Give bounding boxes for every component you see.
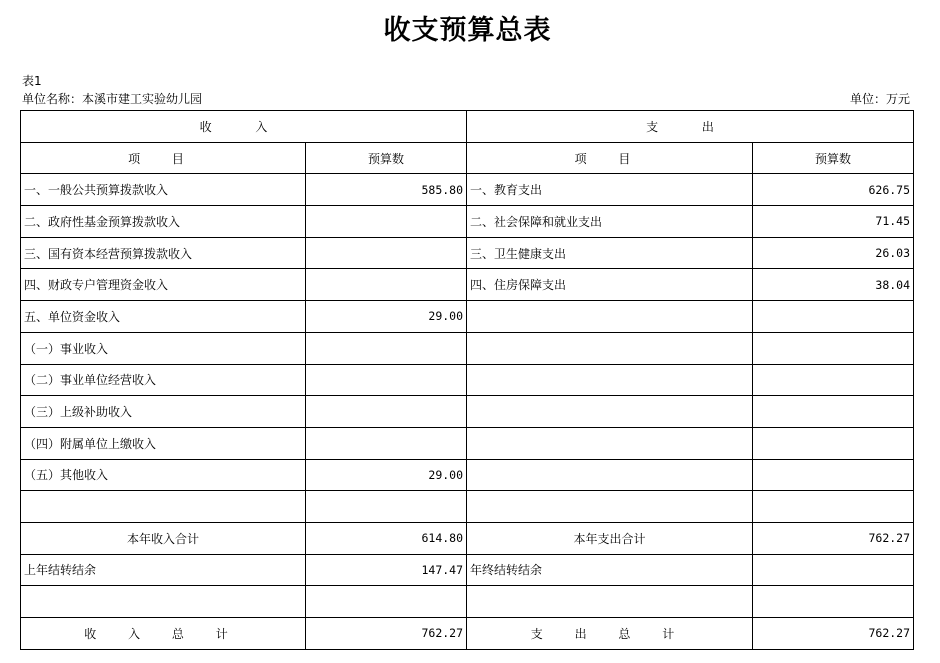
year-end-carryover-value	[753, 554, 914, 586]
income-item: 一、一般公共预算拨款收入	[21, 174, 306, 206]
expense-item: 一、教育支出	[467, 174, 753, 206]
table-row	[21, 301, 914, 333]
income-item: （五）其他收入	[21, 459, 306, 491]
section-header-row	[21, 111, 914, 143]
year-income-total-label: 本年收入合计	[21, 522, 306, 554]
income-value	[306, 364, 467, 396]
income-item: 二、政府性基金预算拨款收入	[21, 206, 306, 238]
expense-grand-total-value: 762.27	[753, 618, 914, 650]
expense-value	[753, 332, 914, 364]
expense-section-header: 支 出	[467, 111, 914, 143]
table-row	[21, 269, 914, 301]
blank-row	[21, 586, 914, 618]
income-value	[306, 206, 467, 238]
income-value	[306, 396, 467, 428]
expense-item: 三、卫生健康支出	[467, 237, 753, 269]
expense-value	[753, 364, 914, 396]
expense-value: 38.04	[753, 269, 914, 301]
table-row	[21, 237, 914, 269]
expense-item	[467, 491, 753, 523]
income-value: 585.80	[306, 174, 467, 206]
table-row	[21, 206, 914, 238]
table-row	[21, 427, 914, 459]
income-section-header: 收 入	[21, 111, 467, 143]
income-value	[306, 269, 467, 301]
income-grand-total-label: 收 入 总 计	[21, 618, 306, 650]
income-value: 29.00	[306, 459, 467, 491]
expense-item: 四、住房保障支出	[467, 269, 753, 301]
table-row	[21, 491, 914, 523]
expense-value: 71.45	[753, 206, 914, 238]
income-value	[306, 237, 467, 269]
unit-name: 单位名称：本溪市建工实验幼儿园	[22, 92, 203, 106]
income-item: （四）附属单位上缴收入	[21, 427, 306, 459]
table-row	[21, 459, 914, 491]
table-row	[21, 396, 914, 428]
prior-year-carryover-label: 上年结转结余	[21, 554, 306, 586]
income-item: 三、国有资本经营预算拨款收入	[21, 237, 306, 269]
year-total-row	[21, 522, 914, 554]
blank-cell	[306, 586, 467, 618]
expense-value	[753, 396, 914, 428]
expense-budget-header: 预算数	[753, 142, 914, 174]
table-number: 表1	[22, 74, 42, 88]
income-value: 29.00	[306, 301, 467, 333]
year-end-carryover-label: 年终结转结余	[467, 554, 753, 586]
income-item: 四、财政专户管理资金收入	[21, 269, 306, 301]
year-expense-total-label: 本年支出合计	[467, 522, 753, 554]
currency-unit: 单位：万元	[849, 92, 910, 106]
income-item	[21, 491, 306, 523]
table-row	[21, 364, 914, 396]
income-item: （二）事业单位经营收入	[21, 364, 306, 396]
income-value	[306, 332, 467, 364]
page-title: 收支预算总表	[383, 15, 552, 46]
column-header-row	[21, 142, 914, 174]
blank-cell	[753, 586, 914, 618]
grand-total-row	[21, 618, 914, 650]
income-budget-header: 预算数	[306, 142, 467, 174]
income-item: （三）上级补助收入	[21, 396, 306, 428]
expense-value	[753, 427, 914, 459]
table-row	[21, 332, 914, 364]
expense-grand-total-label: 支 出 总 计	[467, 618, 753, 650]
expense-value	[753, 301, 914, 333]
table-row	[21, 174, 914, 206]
expense-item	[467, 301, 753, 333]
expense-item-header: 项 目	[467, 142, 753, 174]
blank-cell	[467, 586, 753, 618]
prior-year-carryover-value: 147.47	[306, 554, 467, 586]
year-income-total-value: 614.80	[306, 522, 467, 554]
income-item-header: 项 目	[21, 142, 306, 174]
expense-item	[467, 332, 753, 364]
budget-summary-table	[20, 110, 914, 650]
expense-item	[467, 427, 753, 459]
income-item: （一）事业收入	[21, 332, 306, 364]
income-item: 五、单位资金收入	[21, 301, 306, 333]
income-value	[306, 427, 467, 459]
blank-cell	[21, 586, 306, 618]
expense-item: 二、社会保障和就业支出	[467, 206, 753, 238]
carryover-row	[21, 554, 914, 586]
expense-value	[753, 459, 914, 491]
expense-value: 626.75	[753, 174, 914, 206]
expense-value	[753, 491, 914, 523]
year-expense-total-value: 762.27	[753, 522, 914, 554]
income-value	[306, 491, 467, 523]
expense-item	[467, 459, 753, 491]
expense-item	[467, 364, 753, 396]
expense-item	[467, 396, 753, 428]
expense-value: 26.03	[753, 237, 914, 269]
income-grand-total-value: 762.27	[306, 618, 467, 650]
